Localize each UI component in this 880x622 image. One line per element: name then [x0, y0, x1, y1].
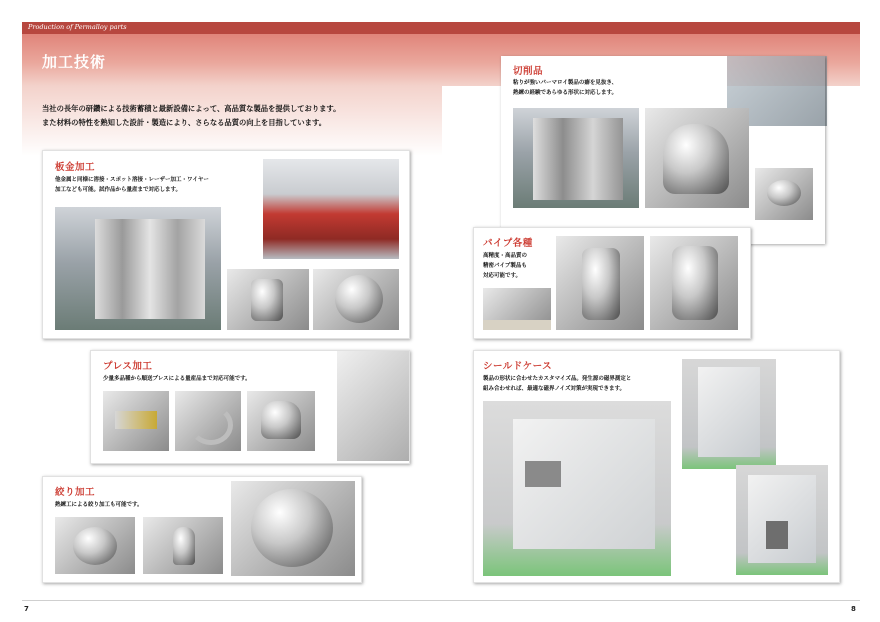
pipes-title: パイプ各種 [483, 238, 533, 249]
press-text: 少量多品種から順送プレスによる量産品まで対応可能です。 [103, 376, 251, 382]
press-machine-photo [337, 351, 409, 461]
shield-panel [473, 350, 840, 583]
machined-assembly-photo [513, 108, 639, 208]
machined-flange-photo [755, 168, 813, 220]
sheet-metal-text-line-2: 加工なども可能。試作品から量産まで対応します。 [55, 187, 182, 193]
machining-text-line-2: 熟練の経験であらゆる形状に対応します。 [513, 90, 618, 96]
machining-panel [501, 56, 825, 244]
press-brake-photo [263, 159, 399, 259]
page-number-left: 7 [24, 605, 29, 613]
pressed-arc-photo [175, 391, 241, 451]
page-title: 加工技術 [42, 53, 107, 71]
pipes-text-line-2: 精密パイプ製品も [483, 263, 527, 269]
pipes-panel [473, 227, 751, 339]
header-strip [22, 22, 860, 34]
shield-box-open-photo [736, 465, 828, 575]
intro-line-2: また材料の特性を熟知した設計・製造により、さらなる品質の向上を目指しています。 [42, 118, 326, 127]
shield-text-line-1: 製品の形状に合わせたカスタマイズ品。発生源の磁界測定と [483, 376, 632, 382]
shield-text [483, 374, 631, 394]
thin-pipes-photo [483, 288, 551, 330]
steel-cabinet-photo [55, 207, 221, 330]
large-shield-case-photo [483, 401, 671, 576]
pipes-text-line-1: 高精度・高品質の [483, 253, 528, 259]
shield-text-line-2: 組み合わせれば、最適な磁界ノイズ対策が実現できます。 [483, 386, 626, 392]
soccer-ball-part-photo [313, 269, 399, 330]
drawing-title: 絞り加工 [55, 487, 96, 498]
sheet-metal-text-line-1: 他金属と同様に溶接・スポット溶接・レーザー加工・ワイヤー [55, 177, 209, 183]
shield-box-upright-photo [682, 359, 776, 469]
pressed-cap-photo [247, 391, 315, 451]
machined-cylinder-photo [645, 108, 749, 208]
page-number-right: 8 [851, 605, 856, 613]
press-title: プレス加工 [103, 361, 153, 372]
drawn-dome-photo [231, 481, 355, 576]
sheet-metal-panel [42, 150, 410, 339]
footer-line [22, 600, 860, 601]
drawing-panel [42, 476, 362, 583]
drawing-text: 熟練工による絞り加工も可能です。 [55, 502, 143, 508]
machining-text-line-1: 粘りが強いパーマロイ製品の癖を見抜き、 [513, 80, 618, 86]
slotted-pipe-photo [556, 236, 644, 330]
machining-title: 切削品 [513, 66, 544, 77]
pressed-bracket-photo [103, 391, 169, 451]
pipes-text-line-3: 対応可能です。 [483, 273, 522, 279]
intro-line-1: 当社の長年の研鑽による技術蓄積と最新設備によって、高品質な製品を提供しております。 [42, 104, 341, 113]
header-label: Production of Permalloy parts [28, 23, 127, 31]
intro-text [42, 102, 340, 130]
press-panel [90, 350, 410, 464]
sheet-metal-title: 板金加工 [55, 162, 96, 173]
drawn-ring-photo [55, 517, 135, 574]
machining-text [513, 78, 617, 98]
perforated-pipe-photo [650, 236, 738, 330]
sheet-metal-text [55, 175, 209, 195]
drawn-funnel-photo [143, 517, 223, 574]
pipes-text [483, 251, 527, 281]
shield-title: シールドケース [483, 361, 553, 372]
flanged-pipe-part-photo [227, 269, 309, 330]
